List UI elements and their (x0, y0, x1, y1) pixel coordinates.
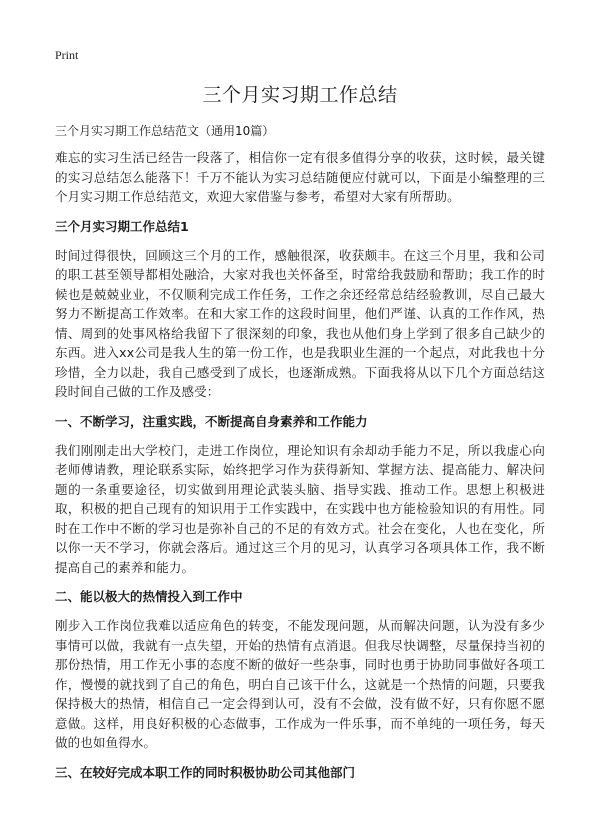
intro-paragraph: 难忘的实习生活已经告一段落了，相信你一定有很多值得分享的收获，这时候，最关键的实习总结怎么能落下！千万不能认为实习总结随便应付就可以，下面是小编整理的三个月实习期工作总结范文，欢迎大家借鉴与参考，希望对大家有所帮助。 (55, 150, 545, 204)
section-body-1: 时间过得很快，回顾这三个月的工作，感触很深，收获颇丰。在这三个月里，我和公司的职工甚至领导都相处融洽，大家对我也关怀备至，时常给我鼓励和帮助；我工作的时候也是兢兢业业，不仅顺利完成工作任务，工作之余还经常总结经验教训，尽自己最大努力不断提高工作效率。在和大家工作的这段时间里，他们严谨、认真的工作作风，热情、周到的处事风格给我留下了很深刻的印象，我也从他们身上学到了很多自己缺少的东西。进入xx公司是我人生的第一份工作，也是我职业生涯的一个起点，对此我也十分珍惜，全力以赴，我自己感受到了成长，也逐渐成熟。下面我将从以下几个方面总结这段时间自己做的工作及感受： (55, 247, 545, 399)
section-heading-2: 一、不断学习，注重实践，不断提高自身素养和工作能力 (55, 413, 368, 429)
print-link[interactable]: Print (55, 48, 79, 62)
section-heading-1: 三个月实习期工作总结1 (55, 218, 189, 234)
document-subtitle: 三个月实习期工作总结范文（通用10篇） (55, 124, 275, 138)
section-heading-3: 二、能以极大的热情投入到工作中 (55, 589, 243, 604)
document-title: 三个月实习期工作总结 (202, 84, 398, 106)
section-body-2: 我们刚刚走出大学校门，走进工作岗位，理论知识有余却动手能力不足，所以我虚心向老师傅请教，理论联系实际，始终把学习作为获得新知、掌握方法、提高能力、解决问题的一条重要途径，切实做到用理论武装头脑、指导实践、推动工作。思想上积极进取，积极的把自己现有的知识用于工作实践中，在实践中也方能检验知识的有用性。同时在工作中不断的学习也是弥补自己的不足的有效方式。社会在变化，人也在变化，所以你一天不学习，你就会落后。通过这三个月的见习，认真学习各项具体工作，我不断提高自己的素养和能力。 (55, 442, 545, 575)
document-content (55, 148, 545, 792)
section-heading-4: 三、在较好完成本职工作的同时积极协助公司其他部门 (55, 764, 356, 780)
section-body-3: 刚步入工作岗位我难以适应角色的转变，不能发现问题，从而解决问题，认为没有多少事情可以做，我就有一点失望，开始的热情有点消退。但我尽快调整，尽量保持当初的那份热情，用工作无小事的态度不断的做好一些杂事，同时也勇于协助同事做好各项工作，慢慢的就找到了自己的角色，明白自己该干什么，这就是一个热情的问题，只要我保持极大的热情，相信自己一定会得到认可，没有不会做，没有做不好，只有你愿不愿意做。这样，用良好积极的心态做事，工作成为一件乐事，而不单纯的一项任务，每天做的也如鱼得水。 (55, 618, 545, 750)
